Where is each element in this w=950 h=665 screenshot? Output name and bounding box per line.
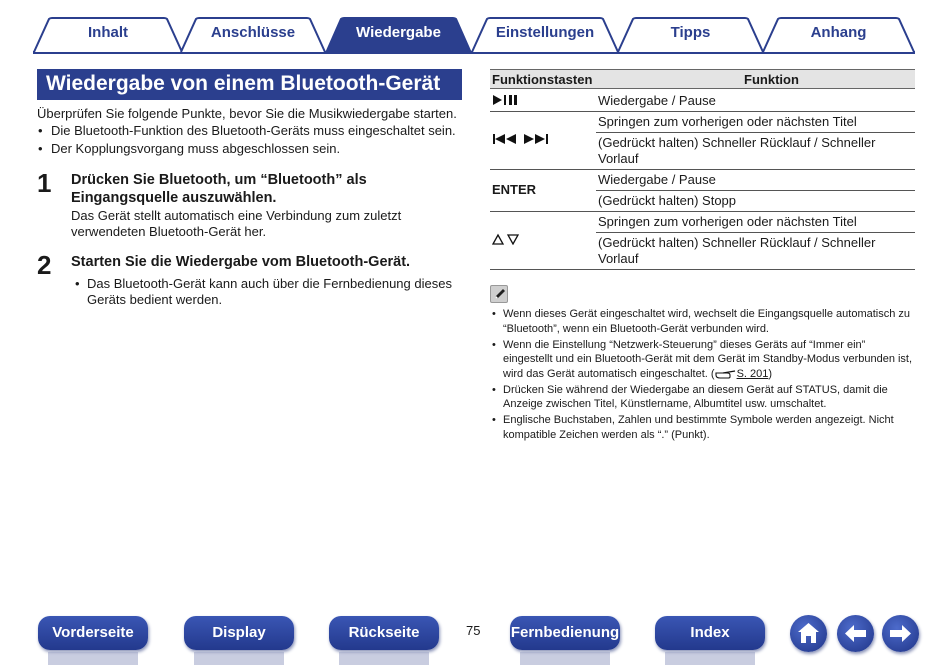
tab-anhang[interactable] [762, 17, 915, 52]
tab-label: Einstellungen [495, 24, 595, 41]
button-shadow [665, 652, 755, 665]
button-label: Index [690, 624, 730, 641]
page-reference-link[interactable]: S. 201 [736, 367, 769, 380]
list-item: • Der Kopplungsvorgang muss abgeschlossen sein. [37, 140, 467, 158]
tab-label: Wiedergabe [356, 24, 441, 41]
note-item: • Wenn die Einstellung “Netzwerk-Steuerung” dieses Geräts auf “Immer ein” eingestellt und ein Bluetooth-Gerät mit dem Gerät im Standby-Modus verbunden ist, wird das Gerät automatisch eingeschaltet. ( S. 201) [491, 338, 915, 382]
tab-einstellungen[interactable] [471, 17, 619, 52]
arrow-right-icon [882, 615, 919, 652]
table-bottom-border [490, 269, 915, 270]
pointing-hand-icon [715, 368, 737, 379]
step-number: 2 [37, 250, 52, 280]
home-icon [790, 615, 827, 652]
skip-icon [492, 133, 552, 148]
back-button[interactable] [837, 615, 874, 652]
up-down-icon [492, 233, 520, 248]
tab-label: Anhang [810, 24, 867, 41]
vorderseite-button[interactable] [38, 616, 148, 650]
forward-button[interactable] [882, 615, 919, 652]
table-cell: Wiedergabe / Pause [598, 93, 716, 108]
step-1 [37, 170, 467, 240]
table-cell: Springen zum vorherigen oder nächsten Titel [598, 214, 857, 229]
table-cell: Wiedergabe / Pause [598, 172, 716, 187]
play-pause-icon [492, 94, 522, 109]
table-header [490, 69, 915, 89]
step-bullet: • Das Bluetooth-Gerät kann auch über die Fernbedienung dieses Geräts bedient werden. [75, 276, 465, 308]
button-shadow [339, 652, 429, 665]
row-divider [596, 190, 915, 191]
table-row [490, 212, 915, 269]
requirements-list [37, 122, 467, 158]
up-down-glyph [492, 233, 520, 245]
top-tab-bar [33, 17, 915, 54]
pencil-icon [490, 285, 508, 303]
tab-label: Anschlüsse [210, 24, 296, 41]
step-2 [37, 252, 467, 312]
note-text: Wenn die Einstellung “Netzwerk-Steuerung” dieses Geräts auf “Immer ein” eingestellt und ein Bluetooth-Gerät mit dem Gerät im Standby-Modus verbunden ist, wird das Gerät automatisch eingeschaltet. [503, 338, 913, 380]
note-item: • Englische Buchstaben, Zahlen und bestimmte Symbole werden angezeigt. Nicht kompatible Zeichen werden als “.” (Punkt). [491, 413, 915, 442]
pencil-glyph [491, 286, 509, 304]
button-label: Rückseite [348, 624, 420, 641]
tab-label: Tipps [670, 24, 711, 41]
step-title: Starten Sie die Wiedergabe vom Bluetooth-Gerät. [71, 254, 411, 270]
header-keys: Funktionstasten [492, 72, 593, 87]
table-cell: (Gedrückt halten) Schneller Rücklauf / Schneller Vorlauf [598, 135, 876, 166]
table-cell: (Gedrückt halten) Schneller Rücklauf / Schneller Vorlauf [598, 235, 876, 266]
tab-anschluesse[interactable] [180, 17, 326, 52]
notes-list [491, 307, 915, 444]
tab-inhalt[interactable] [33, 17, 183, 52]
button-shadow [194, 652, 284, 665]
step-title: Drücken Sie Bluetooth, um “Bluetooth” als Eingangsquelle auszuwählen. [71, 172, 367, 206]
row-divider [596, 132, 915, 133]
enter-key: ENTER [492, 182, 537, 197]
tab-wiedergabe[interactable] [325, 17, 472, 52]
page-number: 75 [466, 623, 481, 638]
button-label: Fernbedienung [510, 624, 620, 641]
list-item: • Die Bluetooth-Funktion des Bluetooth-Geräts muss eingeschaltet sein. [37, 122, 467, 140]
function-table [490, 69, 915, 266]
skip-glyph [492, 133, 552, 145]
tab-tipps[interactable] [617, 17, 764, 52]
row-divider [596, 232, 915, 233]
header-function: Funktion [744, 72, 799, 87]
button-label: Vorderseite [52, 624, 134, 641]
tab-label: Inhalt [88, 24, 128, 41]
rueckseite-button[interactable] [329, 616, 439, 650]
home-button[interactable] [790, 615, 827, 652]
page-title: Wiedergabe von einem Bluetooth-Gerät [37, 69, 462, 100]
button-shadow [520, 652, 610, 665]
note-item: • Wenn dieses Gerät eingeschaltet wird, wechselt die Eingangsquelle automatisch zu “Bluetooth”, wenn ein Bluetooth-Gerät verbunden wird. [491, 307, 915, 336]
index-button[interactable] [655, 616, 765, 650]
arrow-left-icon [837, 615, 874, 652]
button-shadow [48, 652, 138, 665]
table-row [490, 90, 915, 111]
table-cell: Springen zum vorherigen oder nächsten Titel [598, 114, 857, 129]
play-pause-glyph [492, 94, 522, 106]
display-button[interactable] [184, 616, 294, 650]
intro-text: Überprüfen Sie folgende Punkte, bevor Sie die Musikwiedergabe starten. [37, 106, 457, 121]
fernbedienung-button[interactable] [510, 616, 620, 650]
step-text: Das Gerät stellt automatisch eine Verbindung zum zuletzt verwendeten Bluetooth-Gerät her. [71, 208, 402, 239]
button-label: Display [212, 624, 266, 641]
table-row [490, 112, 915, 169]
step-number: 1 [37, 168, 52, 198]
note-item: • Drücken Sie während der Wiedergabe an diesem Gerät auf STATUS, damit die Anzeige zwischen Titel, Künstlername, Albumtitel usw. umschaltet. [491, 383, 915, 412]
table-cell: (Gedrückt halten) Stopp [598, 193, 737, 208]
